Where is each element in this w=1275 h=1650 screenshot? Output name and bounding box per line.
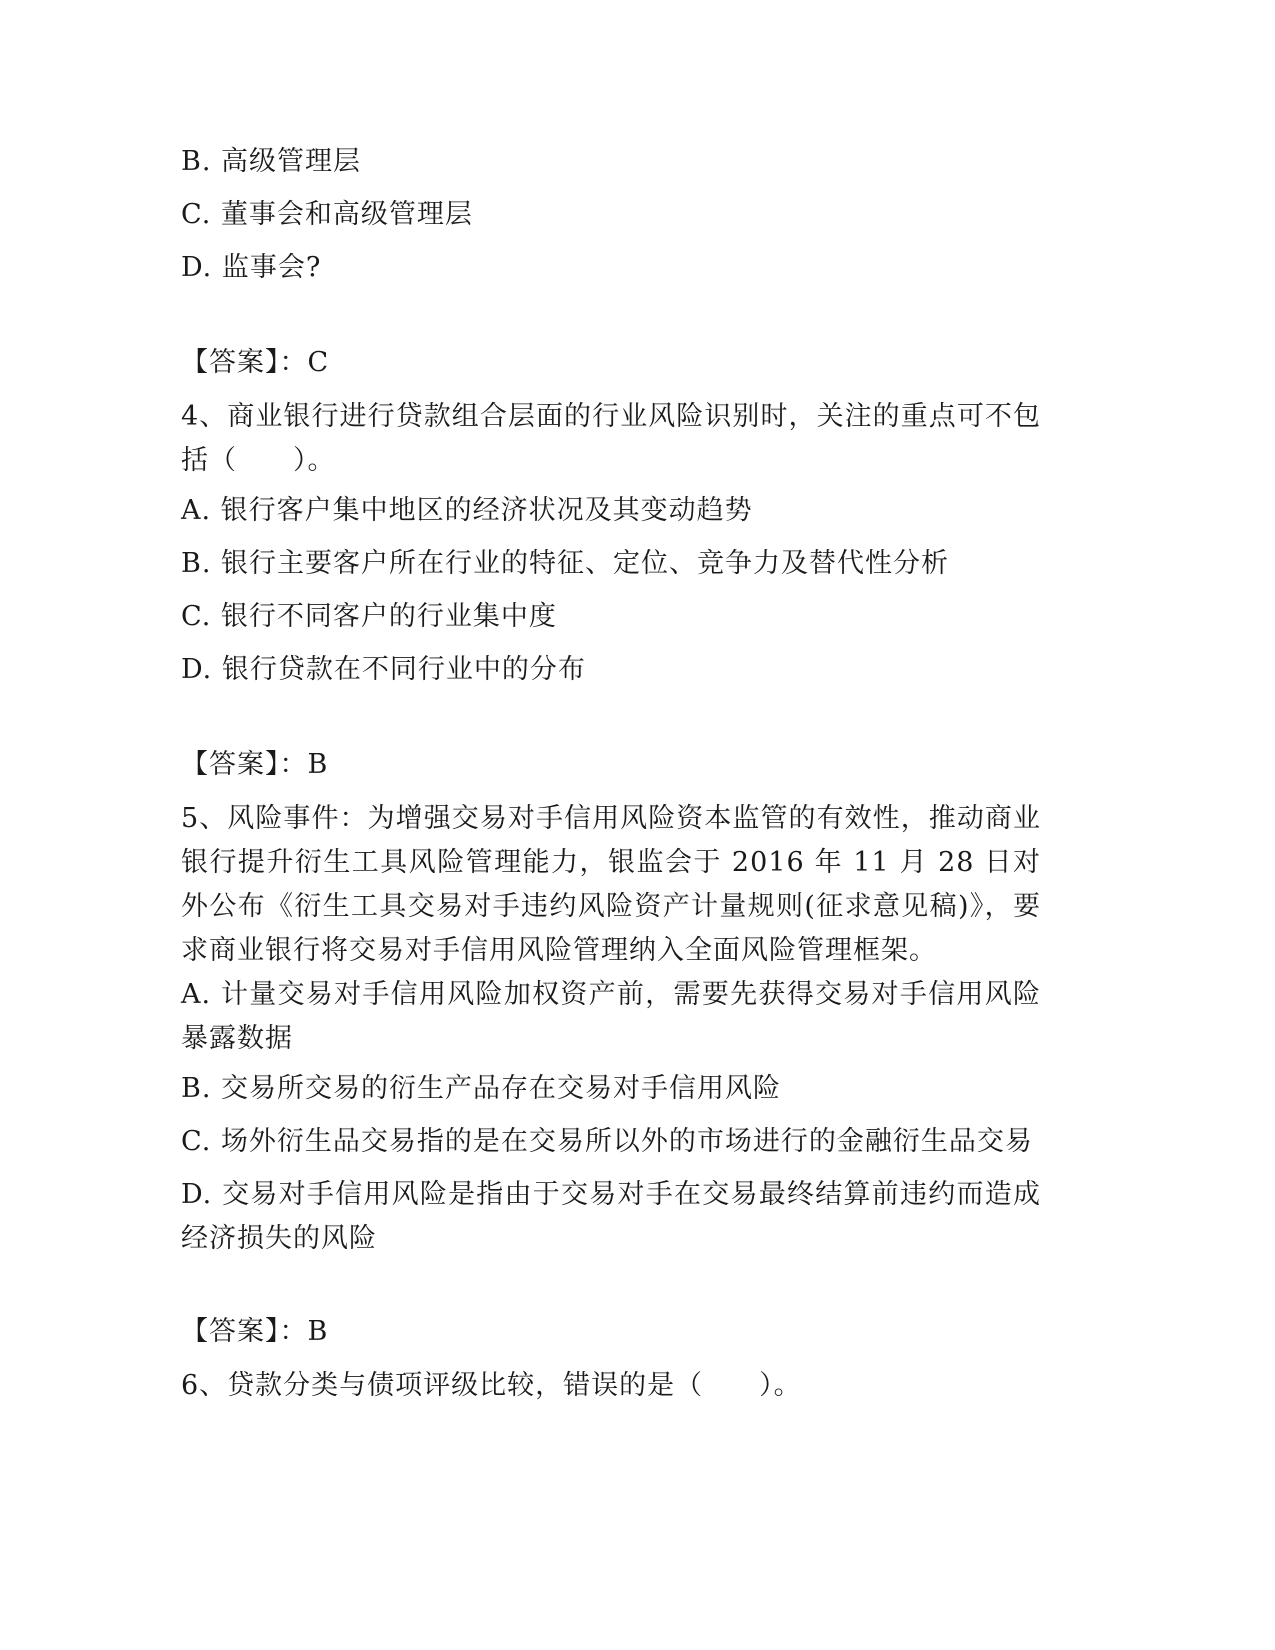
q3-option-b: B. 高级管理层 bbox=[181, 146, 362, 177]
q5-stem: 5、风险事件：为增强交易对手信用风险资本监管的有效性，推动商业银行提升衍生工具风险管理能力，银监会于 2016 年 11 月 28 日对外公布《衍生工具交易对手违约风险资产计量规则(征求意见稿)》，要求商业银行将交易对手信用风险管理纳入全面风险管理框架。 bbox=[181, 803, 1041, 966]
q3-answer: 【答案】：C bbox=[181, 347, 330, 378]
q3-option-d: D. 监事会? bbox=[181, 252, 322, 283]
q4-answer: 【答案】：B bbox=[181, 749, 329, 780]
q4-option-b: B. 银行主要客户所在行业的特征、定位、竞争力及替代性分析 bbox=[181, 548, 950, 579]
q5-option-a: A. 计量交易对手信用风险加权资产前，需要先获得交易对手信用风险暴露数据 bbox=[181, 979, 1041, 1054]
q5-option-c: C. 场外衍生品交易指的是在交易所以外的市场进行的金融衍生品交易 bbox=[181, 1126, 1033, 1157]
q4-option-a: A. 银行客户集中地区的经济状况及其变动趋势 bbox=[181, 495, 753, 526]
q3-option-c: C. 董事会和高级管理层 bbox=[181, 199, 473, 230]
q5-option-d: D. 交易对手信用风险是指由于交易对手在交易最终结算前违约而造成经济损失的风险 bbox=[181, 1179, 1041, 1254]
q4-option-c: C. 银行不同客户的行业集中度 bbox=[181, 601, 557, 632]
q5-answer: 【答案】：B bbox=[181, 1316, 329, 1347]
q4-stem: 4、商业银行进行贷款组合层面的行业风险识别时，关注的重点可不包括（ ）。 bbox=[181, 401, 1041, 476]
q4-option-d: D. 银行贷款在不同行业中的分布 bbox=[181, 654, 586, 685]
q6-stem: 6、贷款分类与债项评级比较，错误的是（ ）。 bbox=[181, 1370, 802, 1401]
q5-option-b: B. 交易所交易的衍生产品存在交易对手信用风险 bbox=[181, 1073, 782, 1104]
